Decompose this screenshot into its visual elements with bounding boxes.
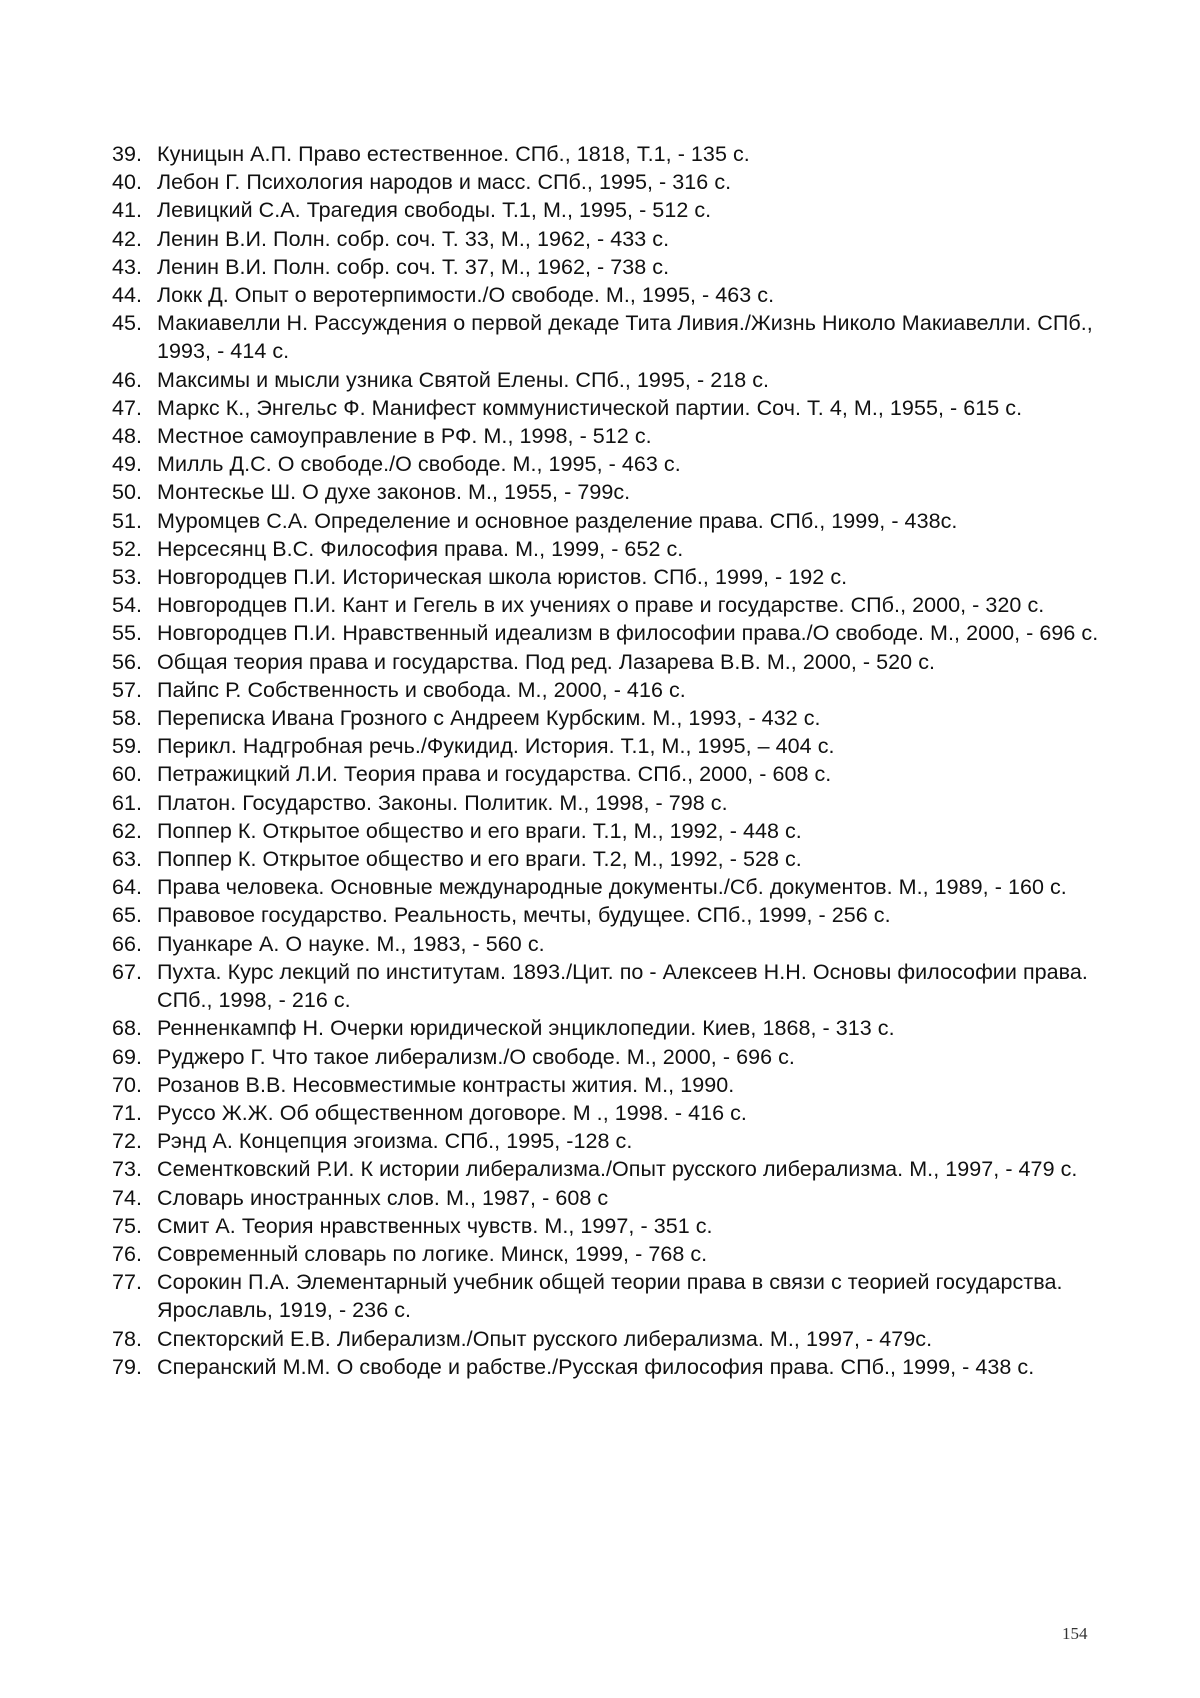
- reference-item: [112, 789, 1112, 817]
- reference-item: [112, 1043, 1112, 1071]
- document-page: [0, 0, 1200, 1698]
- reference-number: 60.: [112, 760, 157, 788]
- reference-text: Платон. Государство. Законы. Политик. М., 1998, - 798 с.: [157, 789, 1112, 817]
- reference-number: 51.: [112, 507, 157, 535]
- page-number: 154: [1062, 1624, 1088, 1644]
- reference-item: [112, 845, 1112, 873]
- reference-number: 50.: [112, 478, 157, 506]
- reference-number: 63.: [112, 845, 157, 873]
- reference-item: [112, 1127, 1112, 1155]
- reference-number: 62.: [112, 817, 157, 845]
- reference-text: Спекторский Е.В. Либерализм./Опыт русского либерализма. М., 1997, - 479с.: [157, 1325, 1112, 1353]
- reference-text: Максимы и мысли узника Святой Елены. СПб., 1995, - 218 с.: [157, 366, 1112, 394]
- reference-text: Пухта. Курс лекций по институтам. 1893./Цит. по - Алексеев Н.Н. Основы философии права. СПб., 1998, - 216 с.: [157, 958, 1112, 1014]
- reference-item: [112, 676, 1112, 704]
- reference-number: 57.: [112, 676, 157, 704]
- reference-text: Нерсесянц В.С. Философия права. М., 1999, - 652 с.: [157, 535, 1112, 563]
- reference-text: Поппер К. Открытое общество и его враги. Т.2, М., 1992, - 528 с.: [157, 845, 1112, 873]
- reference-item: [112, 535, 1112, 563]
- reference-item: [112, 168, 1112, 196]
- reference-number: 58.: [112, 704, 157, 732]
- reference-item: [112, 563, 1112, 591]
- reference-text: Левицкий С.А. Трагедия свободы. Т.1, М., 1995, - 512 с.: [157, 196, 1112, 224]
- reference-text: Словарь иностранных слов. М., 1987, - 608 с: [157, 1184, 1112, 1212]
- reference-text: Права человека. Основные международные документы./Сб. документов. М., 1989, - 160 с.: [157, 873, 1112, 901]
- reference-text: Лебон Г. Психология народов и масс. СПб., 1995, - 316 с.: [157, 168, 1112, 196]
- reference-text: Розанов В.В. Несовместимые контрасты жития. М., 1990.: [157, 1071, 1112, 1099]
- reference-text: Современный словарь по логике. Минск, 1999, - 768 с.: [157, 1240, 1112, 1268]
- reference-number: 68.: [112, 1014, 157, 1042]
- reference-number: 72.: [112, 1127, 157, 1155]
- reference-text: Новгородцев П.И. Историческая школа юристов. СПб., 1999, - 192 с.: [157, 563, 1112, 591]
- reference-text: Общая теория права и государства. Под ред. Лазарева В.В. М., 2000, - 520 с.: [157, 648, 1112, 676]
- reference-number: 77.: [112, 1268, 157, 1324]
- reference-number: 56.: [112, 648, 157, 676]
- reference-item: [112, 1071, 1112, 1099]
- reference-item: [112, 140, 1112, 168]
- reference-number: 46.: [112, 366, 157, 394]
- reference-text: Руссо Ж.Ж. Об общественном договоре. М ., 1998. - 416 с.: [157, 1099, 1112, 1127]
- reference-number: 76.: [112, 1240, 157, 1268]
- reference-text: Правовое государство. Реальность, мечты, будущее. СПб., 1999, - 256 с.: [157, 901, 1112, 929]
- reference-item: [112, 619, 1112, 647]
- reference-text: Пуанкаре А. О науке. М., 1983, - 560 с.: [157, 930, 1112, 958]
- reference-number: 43.: [112, 253, 157, 281]
- reference-item: [112, 760, 1112, 788]
- reference-text: Переписка Ивана Грозного с Андреем Курбским. М., 1993, - 432 с.: [157, 704, 1112, 732]
- reference-number: 53.: [112, 563, 157, 591]
- reference-item: [112, 1184, 1112, 1212]
- reference-item: [112, 1099, 1112, 1127]
- reference-item: [112, 507, 1112, 535]
- reference-text: Рэнд А. Концепция эгоизма. СПб., 1995, -128 с.: [157, 1127, 1112, 1155]
- reference-text: Поппер К. Открытое общество и его враги. Т.1, М., 1992, - 448 с.: [157, 817, 1112, 845]
- reference-number: 66.: [112, 930, 157, 958]
- reference-text: Новгородцев П.И. Кант и Гегель в их учениях о праве и государстве. СПб., 2000, - 320 с.: [157, 591, 1112, 619]
- reference-number: 74.: [112, 1184, 157, 1212]
- reference-text: Ленин В.И. Полн. собр. соч. Т. 33, М., 1962, - 433 с.: [157, 225, 1112, 253]
- reference-text: Маркс К., Энгельс Ф. Манифест коммунистической партии. Соч. Т. 4, М., 1955, - 615 с.: [157, 394, 1112, 422]
- reference-list: [112, 140, 1112, 1381]
- reference-text: Сементковский Р.И. К истории либерализма./Опыт русского либерализма. М., 1997, - 479 с.: [157, 1155, 1112, 1183]
- reference-item: [112, 930, 1112, 958]
- reference-number: 47.: [112, 394, 157, 422]
- reference-item: [112, 225, 1112, 253]
- reference-number: 40.: [112, 168, 157, 196]
- reference-text: Куницын А.П. Право естественное. СПб., 1818, Т.1, - 135 с.: [157, 140, 1112, 168]
- reference-text: Перикл. Надгробная речь./Фукидид. История. Т.1, М., 1995, – 404 с.: [157, 732, 1112, 760]
- reference-text: Милль Д.С. О свободе./О свободе. М., 1995, - 463 с.: [157, 450, 1112, 478]
- reference-text: Монтескье Ш. О духе законов. М., 1955, - 799с.: [157, 478, 1112, 506]
- reference-text: Муромцев С.А. Определение и основное разделение права. СПб., 1999, - 438с.: [157, 507, 1112, 535]
- reference-number: 54.: [112, 591, 157, 619]
- reference-text: Сперанский М.М. О свободе и рабстве./Русская философия права. СПб., 1999, - 438 с.: [157, 1353, 1112, 1381]
- reference-item: [112, 394, 1112, 422]
- reference-item: [112, 196, 1112, 224]
- reference-number: 78.: [112, 1325, 157, 1353]
- reference-number: 75.: [112, 1212, 157, 1240]
- reference-item: [112, 873, 1112, 901]
- reference-text: Новгородцев П.И. Нравственный идеализм в философии права./О свободе. М., 2000, - 696 с.: [157, 619, 1112, 647]
- reference-item: [112, 1353, 1112, 1381]
- reference-number: 52.: [112, 535, 157, 563]
- reference-text: Локк Д. Опыт о веротерпимости./О свободе. М., 1995, - 463 с.: [157, 281, 1112, 309]
- reference-number: 71.: [112, 1099, 157, 1127]
- reference-number: 44.: [112, 281, 157, 309]
- reference-item: [112, 1014, 1112, 1042]
- reference-item: [112, 704, 1112, 732]
- reference-number: 49.: [112, 450, 157, 478]
- reference-item: [112, 1155, 1112, 1183]
- reference-item: [112, 817, 1112, 845]
- reference-number: 70.: [112, 1071, 157, 1099]
- reference-text: Местное самоуправление в РФ. М., 1998, - 512 с.: [157, 422, 1112, 450]
- reference-number: 69.: [112, 1043, 157, 1071]
- reference-item: [112, 591, 1112, 619]
- reference-item: [112, 958, 1112, 1014]
- reference-item: [112, 450, 1112, 478]
- reference-item: [112, 366, 1112, 394]
- reference-number: 42.: [112, 225, 157, 253]
- reference-item: [112, 1325, 1112, 1353]
- reference-number: 64.: [112, 873, 157, 901]
- reference-number: 59.: [112, 732, 157, 760]
- reference-text: Ренненкампф Н. Очерки юридической энциклопедии. Киев, 1868, - 313 с.: [157, 1014, 1112, 1042]
- reference-number: 65.: [112, 901, 157, 929]
- reference-text: Смит А. Теория нравственных чувств. М., 1997, - 351 с.: [157, 1212, 1112, 1240]
- reference-text: Пайпс Р. Собственность и свобода. М., 2000, - 416 с.: [157, 676, 1112, 704]
- reference-item: [112, 1240, 1112, 1268]
- reference-number: 41.: [112, 196, 157, 224]
- reference-number: 61.: [112, 789, 157, 817]
- reference-item: [112, 1268, 1112, 1324]
- reference-text: Макиавелли Н. Рассуждения о первой декаде Тита Ливия./Жизнь Николо Макиавелли. СПб., 1993, - 414 с.: [157, 309, 1112, 365]
- reference-text: Петражицкий Л.И. Теория права и государства. СПб., 2000, - 608 с.: [157, 760, 1112, 788]
- reference-number: 48.: [112, 422, 157, 450]
- reference-number: 67.: [112, 958, 157, 1014]
- reference-number: 39.: [112, 140, 157, 168]
- reference-item: [112, 901, 1112, 929]
- reference-text: Сорокин П.А. Элементарный учебник общей теории права в связи с теорией государства. Ярославль, 1919, - 236 с.: [157, 1268, 1112, 1324]
- reference-item: [112, 478, 1112, 506]
- reference-item: [112, 732, 1112, 760]
- reference-number: 45.: [112, 309, 157, 365]
- reference-item: [112, 648, 1112, 676]
- reference-text: Ленин В.И. Полн. собр. соч. Т. 37, М., 1962, - 738 с.: [157, 253, 1112, 281]
- reference-number: 79.: [112, 1353, 157, 1381]
- reference-item: [112, 253, 1112, 281]
- reference-item: [112, 281, 1112, 309]
- reference-item: [112, 1212, 1112, 1240]
- reference-item: [112, 309, 1112, 365]
- reference-number: 73.: [112, 1155, 157, 1183]
- reference-text: Руджеро Г. Что такое либерализм./О свободе. М., 2000, - 696 с.: [157, 1043, 1112, 1071]
- reference-item: [112, 422, 1112, 450]
- reference-number: 55.: [112, 619, 157, 647]
